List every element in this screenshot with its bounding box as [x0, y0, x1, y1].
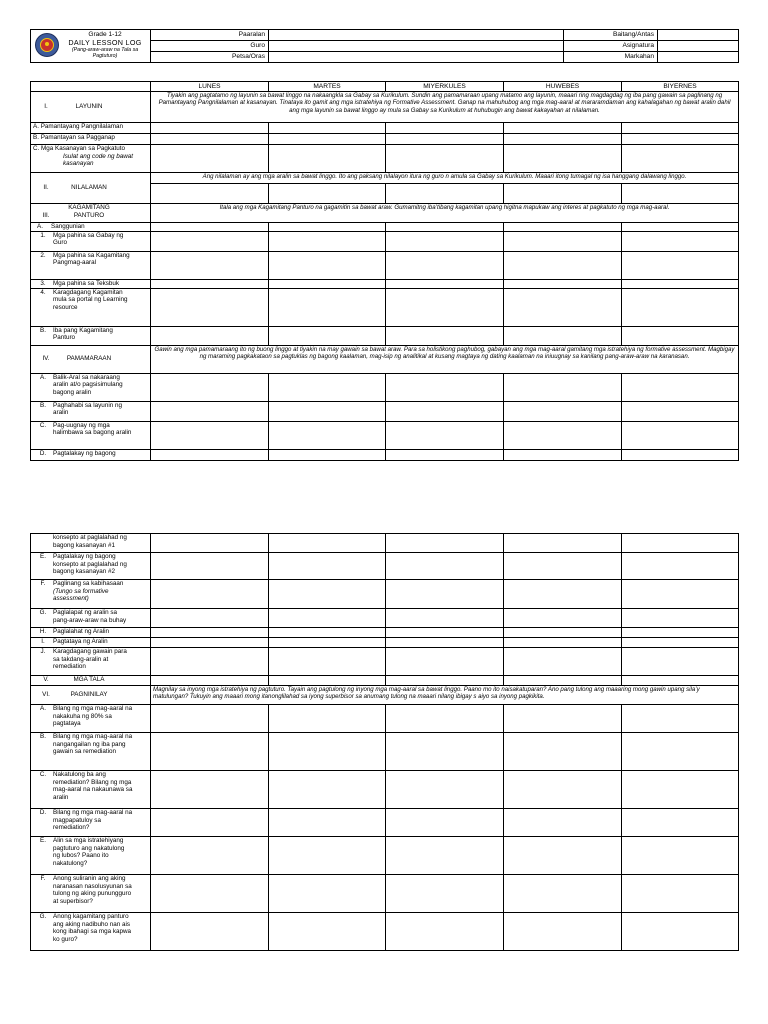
kagamitan-instruction: Itala ang mga Kagamitang Panturo na gagamitin sa bawat araw. Gumamitng iba’tibang kagamitan upang higitna mapukaw ang interes at pagkatuto ng mga mag-aaral.: [151, 204, 739, 223]
cell[interactable]: [151, 705, 269, 733]
takdang-aralin-label: J. Karagdagang gawain para sa takdang-aralin at remediation: [31, 648, 151, 676]
cell[interactable]: [504, 638, 622, 648]
cell[interactable]: [504, 373, 622, 401]
cell[interactable]: [269, 231, 386, 251]
cell[interactable]: [269, 251, 386, 279]
cell[interactable]: [151, 421, 269, 449]
cell[interactable]: [386, 676, 504, 686]
cell[interactable]: [151, 609, 269, 628]
grade-label: Grade 1-12: [88, 31, 122, 38]
pamantayang-pangnilalaman-label: A. Pamantayang Pangnilalaman: [31, 123, 151, 134]
cell[interactable]: [504, 449, 622, 460]
cell[interactable]: [151, 771, 269, 809]
formative-assessment-note: (Tungo sa formative assessment): [53, 587, 109, 603]
cell[interactable]: [151, 534, 269, 553]
cell[interactable]: [386, 449, 504, 460]
cell[interactable]: [622, 449, 739, 460]
cell[interactable]: [504, 123, 622, 134]
kasanayan-code-note: Isulat ang code ng bawat kasanayan: [63, 152, 134, 168]
sanggunian-item-3: 3. Mga pahina sa Teksbuk: [31, 279, 151, 288]
cell[interactable]: [269, 288, 386, 326]
paglinang-label: F. Paglinang sa kabihasaan (Tungo sa formative assessment): [31, 580, 151, 609]
paglalahat-label: H. Paglalahat ng Aralin: [31, 628, 151, 638]
cell[interactable]: [622, 145, 739, 173]
cell[interactable]: [151, 628, 269, 638]
pagninilay-instruction: Magnilay sa inyong mga istratehiya ng pagtuturo. Tayain ang pagtulong ng inyong mga mag-aaral sa bawat linggo. Paano mo ito naisakatuparan? Ano pang tulong ang maaaring mong gawin upang sila’y matulungan? Tukuyin ang maaari mong itanonglilahad sa iyong superbisor sa anumang tulong na maaari nilang ibigay s aiyo sa inyong pagkikita.: [151, 686, 739, 705]
cell[interactable]: [622, 580, 739, 609]
cell[interactable]: [504, 279, 622, 288]
header-table: [30, 29, 739, 63]
header-title-cell: [31, 30, 151, 63]
day-martes: MARTES: [269, 82, 386, 92]
sanggunian-label: A. Sanggunian: [31, 223, 151, 232]
cell[interactable]: [386, 134, 504, 145]
cell[interactable]: [151, 288, 269, 326]
cell[interactable]: [269, 534, 386, 553]
cell[interactable]: [269, 145, 386, 173]
cell[interactable]: [269, 875, 386, 913]
deped-seal-icon: [35, 33, 59, 57]
pagninilay-e-label: E. Alin sa mga istratehiyang pagtuturo ang nakatulong ng lubos? Paano ito nakatulong?: [31, 837, 151, 875]
cell[interactable]: [386, 771, 504, 809]
cell[interactable]: [504, 326, 622, 345]
cell[interactable]: [151, 648, 269, 676]
pagninilay-c-label: C. Nakatulong ba ang remediation? Bilang ng mga mag-aaral na nakaunawa sa aralin: [31, 771, 151, 809]
cell[interactable]: [504, 553, 622, 580]
sanggunian-item-2: 2. Mga pahina sa Kagamitang Pangmag-aaral: [31, 251, 151, 279]
lesson-log-table-page2: [30, 533, 739, 951]
pagninilay-f-label: F. Anong suliranin ang aking naranasan nasolusyunan sa tulong ng aking punungguro at superbisor?: [31, 875, 151, 913]
cell[interactable]: [622, 123, 739, 134]
cell[interactable]: [386, 628, 504, 638]
cell[interactable]: [622, 809, 739, 837]
layunin-heading: I. LAYUNIN: [31, 92, 151, 123]
cell[interactable]: [151, 913, 269, 951]
cell[interactable]: [151, 134, 269, 145]
pamantayan-sa-pagganap-label: B. Pamantayan sa Pagganap: [31, 134, 151, 145]
cell[interactable]: [269, 913, 386, 951]
cell[interactable]: [151, 809, 269, 837]
cell[interactable]: [269, 184, 386, 204]
cell[interactable]: [622, 421, 739, 449]
cell[interactable]: [622, 223, 739, 232]
cell[interactable]: [504, 134, 622, 145]
pamamaraan-heading: IV. PAMAMARAAN: [31, 345, 151, 373]
cell[interactable]: [504, 231, 622, 251]
paaralan-field[interactable]: [269, 30, 564, 41]
cell[interactable]: [151, 401, 269, 421]
cell[interactable]: [269, 373, 386, 401]
guro-label: Guro: [151, 41, 269, 52]
cell[interactable]: [622, 837, 739, 875]
day-lunes: LUNES: [151, 82, 269, 92]
lesson-log-table-page1: [30, 81, 739, 461]
sanggunian-item-1: 1. Mga pahina sa Gabay ng Guro: [31, 231, 151, 251]
cell[interactable]: [386, 913, 504, 951]
cell[interactable]: [504, 401, 622, 421]
daily-lesson-log-title: DAILY LESSON LOG: [68, 38, 142, 47]
cell[interactable]: [151, 231, 269, 251]
cell[interactable]: [386, 288, 504, 326]
cell[interactable]: [386, 123, 504, 134]
cell[interactable]: [622, 609, 739, 628]
cell[interactable]: [151, 580, 269, 609]
cell[interactable]: [622, 326, 739, 345]
cell[interactable]: [504, 771, 622, 809]
asignatura-label: Asignatura: [564, 41, 658, 52]
baitang-field[interactable]: [658, 30, 739, 41]
cell[interactable]: [386, 809, 504, 837]
layunin-instruction: Tiyakin ang pagtatamo ng layunin sa bawat linggo na nakaangkla sa Gabay sa Kurikulum. Sundin ang pamamaraan upang matamo ang layunin, maaari ring magdagdag ng iba pang gawain sa paglinang ng Pamantayang Pangnilalaman at kasanayan. Tinataya ito gamit ang mga istratehiya ng Formative Assessment. Ganap na mahuhubog ang mga mag-aaral at mararamdaman ang kahalagahan ng bawat aralin dahil ang mga layunin sa bawat linggo ay mula sa Gabay sa Kurikulum at huhubugin ang bawat kakayahan at nilalaman.: [151, 92, 739, 123]
cell[interactable]: [622, 279, 739, 288]
cell[interactable]: [622, 875, 739, 913]
cell[interactable]: [504, 534, 622, 553]
cell[interactable]: [386, 553, 504, 580]
pagninilay-heading: VI. PAGNINILAY: [31, 686, 151, 705]
cell[interactable]: [151, 279, 269, 288]
cell[interactable]: [504, 837, 622, 875]
pagninilay-g-label: G. Anong kagamitang panturo ang aking nadibuho nan ais kong ibahagi sa mga kapwa ko guro?: [31, 913, 151, 951]
cell[interactable]: [504, 145, 622, 173]
pagtalakay-1-continued-label: konsepto at paglalahad ng bagong kasanayan #1: [31, 534, 151, 553]
cell[interactable]: [622, 373, 739, 401]
cell[interactable]: [622, 401, 739, 421]
cell[interactable]: [151, 553, 269, 580]
cell[interactable]: [504, 223, 622, 232]
cell[interactable]: [622, 733, 739, 771]
paglalapat-label: G. Paglalapat ng aralin sa pang-araw-araw na buhay: [31, 609, 151, 628]
cell[interactable]: [269, 771, 386, 809]
cell[interactable]: [269, 676, 386, 686]
cell[interactable]: [386, 184, 504, 204]
cell[interactable]: [386, 145, 504, 173]
cell[interactable]: [386, 251, 504, 279]
asignatura-field[interactable]: [658, 41, 739, 52]
cell[interactable]: [622, 648, 739, 676]
cell[interactable]: [622, 771, 739, 809]
cell[interactable]: [269, 326, 386, 345]
cell[interactable]: [151, 875, 269, 913]
cell[interactable]: [269, 580, 386, 609]
cell[interactable]: [504, 609, 622, 628]
cell[interactable]: [622, 913, 739, 951]
cell[interactable]: [622, 628, 739, 638]
pagtataya-label: I. Pagtataya ng Aralin: [31, 638, 151, 648]
pag-uugnay-label: C. Pag-uugnay ng mga halimbawa sa bagong aralin: [31, 421, 151, 449]
pagtalakay-1-label: D. Pagtalakay ng bagong: [31, 449, 151, 460]
cell[interactable]: [622, 184, 739, 204]
petsa-field[interactable]: [269, 52, 564, 63]
cell[interactable]: [622, 705, 739, 733]
cell[interactable]: [269, 705, 386, 733]
pagninilay-b-label: B. Bilang ng mga mag-aaral na nangangailan ng iba pang gawain sa remediation: [31, 733, 151, 771]
cell[interactable]: [622, 251, 739, 279]
cell[interactable]: [504, 421, 622, 449]
nilalaman-heading: II. NILALAMAN: [31, 173, 151, 204]
cell[interactable]: [386, 534, 504, 553]
pagtalakay-2-label: E. Pagtalakay ng bagong konsepto at paglalahad ng bagong kasanayan #2: [31, 553, 151, 580]
markahan-label: Markahan: [564, 52, 658, 63]
cell[interactable]: [504, 809, 622, 837]
cell[interactable]: [386, 705, 504, 733]
cell[interactable]: [269, 279, 386, 288]
cell[interactable]: [151, 223, 269, 232]
pamamaraan-instruction: Gawin ang mga pamamaraang ito ng buong linggo at tiyakin na may gawain sa bawat araw. Para sa holistikong paghubog, gabayan ang mga mag-aaral gamitang mga istratehiya ng formative assessment. Magbigay ng maraming pagkakataon sa pagtuklas ng bagong kaalaman, mag-isip ng analitikal at kusang magtaya ng dating kaalaman na iniuugnay sa kanilang pang-araw-araw na karanasan.: [151, 345, 739, 373]
kasanayan-sa-pagkatuto-label: C. Mga Kasanayan sa Pagkatuto Isulat ang code ng bawat kasanayan: [31, 145, 151, 173]
cell[interactable]: [151, 638, 269, 648]
cell[interactable]: [386, 733, 504, 771]
cell[interactable]: [622, 288, 739, 326]
cell[interactable]: [151, 676, 269, 686]
day-biyernes: BIYERNES: [622, 82, 739, 92]
cell[interactable]: [386, 837, 504, 875]
daily-lesson-log-subtitle: (Pang-araw-araw na Tala sa Pagtuturo): [71, 47, 139, 59]
cell[interactable]: [386, 648, 504, 676]
cell[interactable]: [386, 401, 504, 421]
cell[interactable]: [386, 875, 504, 913]
kagamitan-heading: III.KAGAMITANG PANTURO: [31, 204, 151, 223]
pagninilay-a-label: A. Bilang ng mga mag-aaral na nakakuha ng 80% sa pagtataya: [31, 705, 151, 733]
cell[interactable]: [269, 809, 386, 837]
cell[interactable]: [269, 609, 386, 628]
cell[interactable]: [504, 648, 622, 676]
cell[interactable]: [386, 326, 504, 345]
cell[interactable]: [269, 401, 386, 421]
cell[interactable]: [269, 449, 386, 460]
paghahabi-label: B. Paghahabi sa layunin ng aralin: [31, 401, 151, 421]
cell[interactable]: [151, 123, 269, 134]
cell[interactable]: [269, 123, 386, 134]
cell[interactable]: [622, 534, 739, 553]
nilalaman-instruction: Ang nilalaman ay ang mga aralin sa bawat linggo. Ito ang paksang nilalayon itura ng guro n amula sa Gabay sa Kurikulum. Maaari itong tumagal ng isa hanggang dalawang linggo.: [151, 173, 739, 184]
cell[interactable]: [386, 279, 504, 288]
markahan-field[interactable]: [658, 52, 739, 63]
cell[interactable]: [504, 580, 622, 609]
cell[interactable]: [386, 231, 504, 251]
day-huwebes: HUWEBES: [504, 82, 622, 92]
paaralan-label: Paaralan: [151, 30, 269, 41]
cell[interactable]: [622, 638, 739, 648]
cell[interactable]: [269, 733, 386, 771]
cell[interactable]: [269, 223, 386, 232]
cell[interactable]: [269, 421, 386, 449]
cell[interactable]: [269, 553, 386, 580]
cell[interactable]: [269, 837, 386, 875]
cell[interactable]: [151, 326, 269, 345]
petsa-label: Petsa/Oras: [151, 52, 269, 63]
cell[interactable]: [504, 251, 622, 279]
cell[interactable]: [151, 837, 269, 875]
day-miyerkules: MIYERKULES: [386, 82, 504, 92]
cell[interactable]: [504, 676, 622, 686]
cell[interactable]: [269, 628, 386, 638]
cell[interactable]: [269, 134, 386, 145]
cell[interactable]: [504, 875, 622, 913]
baitang-label: Baitang/Antas: [564, 30, 658, 41]
empty-header-cell: [31, 82, 151, 92]
cell[interactable]: [622, 134, 739, 145]
cell[interactable]: [386, 421, 504, 449]
cell[interactable]: [504, 184, 622, 204]
iba-pang-kagamitan-label: B. Iba pang Kagamitang Panturo: [31, 326, 151, 345]
cell[interactable]: [504, 288, 622, 326]
cell[interactable]: [504, 705, 622, 733]
cell[interactable]: [151, 449, 269, 460]
cell[interactable]: [622, 553, 739, 580]
cell[interactable]: [269, 648, 386, 676]
cell[interactable]: [386, 373, 504, 401]
cell[interactable]: [504, 733, 622, 771]
cell[interactable]: [269, 638, 386, 648]
cell[interactable]: [151, 251, 269, 279]
cell[interactable]: [386, 223, 504, 232]
pagninilay-d-label: D. Bilang ng mga mag-aaral na magpapatuloy sa remediation?: [31, 809, 151, 837]
cell[interactable]: [622, 676, 739, 686]
cell[interactable]: [386, 609, 504, 628]
balik-aral-label: A. Balik-Aral sa nakaraang aralin at/o pagsisimulang bagong aralin: [31, 373, 151, 401]
cell[interactable]: [504, 628, 622, 638]
cell[interactable]: [151, 145, 269, 173]
cell[interactable]: [504, 913, 622, 951]
cell[interactable]: [151, 733, 269, 771]
cell[interactable]: [386, 638, 504, 648]
sanggunian-item-4: 4. Karagdagang Kagamitan mula sa portal ng Learning resource: [31, 288, 151, 326]
cell[interactable]: [151, 373, 269, 401]
cell[interactable]: [622, 231, 739, 251]
guro-field[interactable]: [269, 41, 564, 52]
cell[interactable]: [151, 184, 269, 204]
cell[interactable]: [386, 580, 504, 609]
mga-tala-heading: V. MGA TALA: [31, 676, 151, 686]
